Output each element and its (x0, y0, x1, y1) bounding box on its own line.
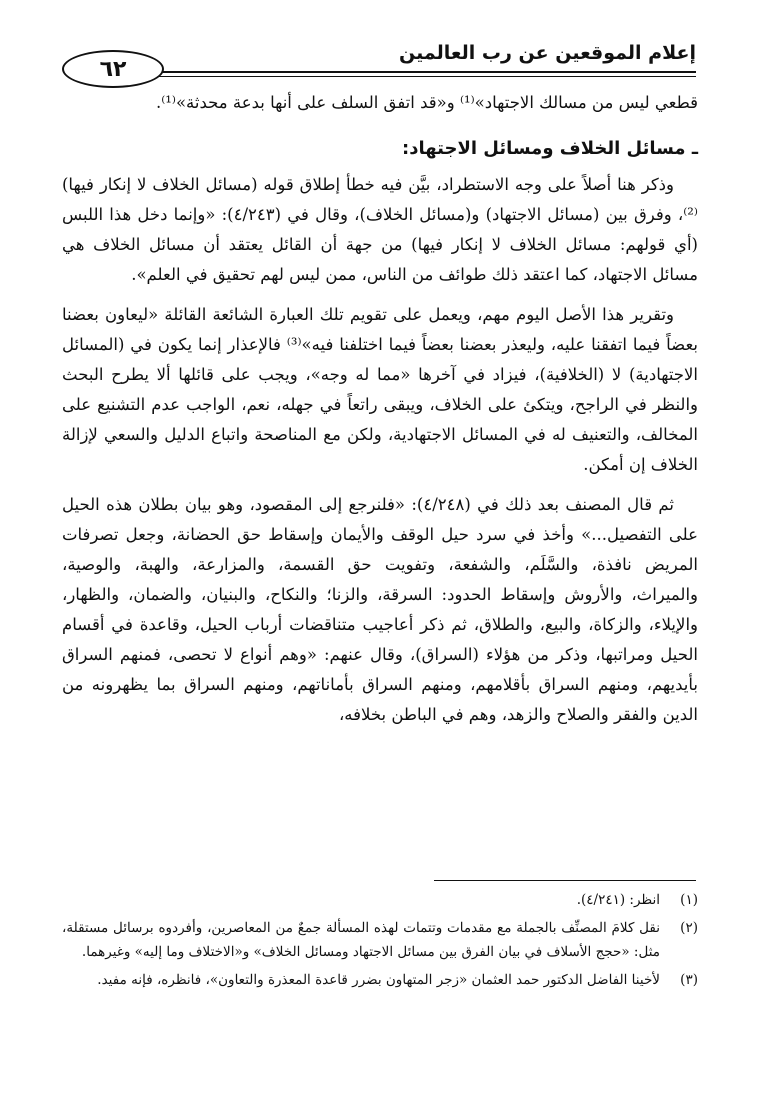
footnotes (62, 884, 698, 992)
footnote-text: نقل كلامَ المصنِّف بالجملة مع مقدمات وتتمات لهذه المسألة جمعٌ من المعاصرين، وأفردوه برسائل مستقلة، مثل: «حجج الأسلاف في بيان الفرق بين مسائل الاجتهاد ومسائل الخلاف» و«الاختلاف وما إليه» وغيرهما. (62, 920, 660, 960)
section-heading: ـ مسائل الخلاف ومسائل الاجتهاد: (402, 138, 698, 159)
footnote-item (62, 968, 698, 992)
footnote-item (62, 916, 698, 964)
book-title: إعلام الموقعين عن رب العالمين (399, 42, 696, 64)
footnote-text: انظر: (٤/٢٤١). (576, 892, 660, 908)
footnote-number: (٢) (680, 920, 698, 936)
footnote-separator (434, 880, 696, 881)
paragraph-1: وذكر هنا أصلاً على وجه الاستطراد، بيَّن فيه خطأ إطلاق قوله (مسائل الخلاف لا إنكار فيها)⁽²⁾، وفرق بين (مسائل الاجتهاد) و(مسائل الخلاف)، وقال في (٤/٢٤٣): «وإنما دخل هذا اللبس (أي قولهم: مسائل الخلاف لا إنكار فيها) من جهة أن القائل يعتقد أن مسائل الخلاف هي مسائل الاجتهاد، كما اعتقد ذلك طوائف من الناس، ممن ليس لهم تحقيق في العلم». (62, 175, 698, 284)
footnote-number: (١) (680, 892, 698, 908)
running-header (62, 36, 696, 84)
header-rule (158, 71, 696, 73)
paragraph-2: وتقرير هذا الأصل اليوم مهم، ويعمل على تقويم تلك العبارة الشائعة القائلة «ليعاون بعضنا بعضاً فيما اتفقنا عليه، وليعذر بعضنا بعضاً فيما اختلفنا فيه»⁽³⁾ فالإعذار إنما يكون في (المسائل الاجتهادية) لا (الخلافية)، فيزاد في آخرها «مما له وجه»، ويجب على قائلها ألا يطرح البحث والنظر في الراجح، ويتكئ على الخلاف، ويبقى راتعاً في جهله، نعم، الواجب عدم التشنيع على المخالف، والتعنيف له في المسائل الاجتهادية، ولكن مع المناصحة واتباع الدليل والسعي لإزالة الخلاف إن أمكن. (62, 305, 698, 474)
intro-paragraph: قطعي ليس من مسالك الاجتهاد»⁽¹⁾ و«قد اتفق السلف على أنها بدعة محدثة»⁽¹⁾. (155, 93, 698, 112)
footnote-item (62, 888, 698, 912)
paragraph-3: ثم قال المصنف بعد ذلك في (٤/٢٤٨): «فلنرجع إلى المقصود، وهو بيان بطلان هذه الحيل على التفصيل...» وأخذ في سرد حيل الوقف والأيمان وإسقاط حق الحضانة، وجعل تصرفات المريض نافذة، والسَّلَم، والشفعة، وتفويت حق القسمة، والمزارعة، والهبة، والوصية، والميراث، والأروش وإسقاط الحدود: السرقة، والزنا؛ والنكاح، والبنيان، والضمان، والظهار، والإيلاء، والزكاة، والبيع، والطلاق، ثم ذكر أعاجيب متناقضات أرباب الحيل، وقاعدة في أقسام الحيل ومراتبها، وذكر من هؤلاء (السراق)، وقال عنهم: «وهم أنواع لا تحصى، فمنهم السراق بأيديهم، ومنهم السراق بأقلامهم، ومنهم السراق بأماناتهم، ومنهم السراق بما يظهرونه من الدين والفقر والصلاح والزهد، وهم في الباطن بخلافه، (62, 495, 698, 724)
page-number: ٦٢ (62, 50, 164, 88)
main-text (62, 88, 698, 730)
footnote-number: (٣) (680, 972, 698, 988)
header-rule-thin (158, 76, 696, 77)
footnote-text: لأخينا الفاضل الدكتور حمد العثمان «زجر المتهاون بضرر قاعدة المعذرة والتعاون»، فانظره، فإنه مفيد. (97, 972, 660, 988)
